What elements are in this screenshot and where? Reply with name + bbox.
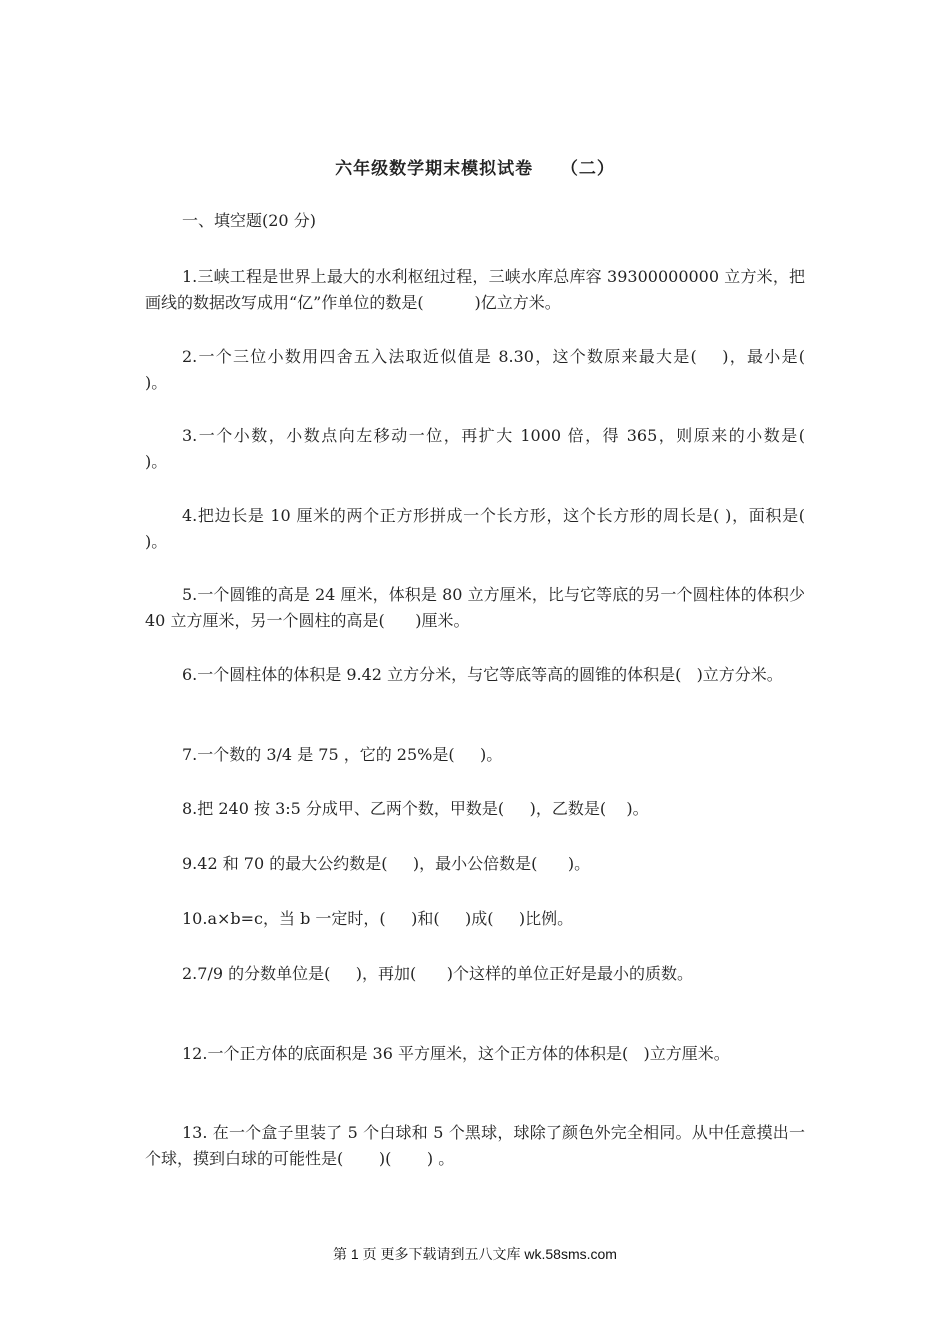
question-13: 13. 在一个盒子里装了 5 个白球和 5 个黑球，球除了颜色外完全相同。从中任意摸出一个球，摸到白球的可能性是( )( ) 。 xyxy=(145,1123,805,1168)
question-11: 2.7/9 的分数单位是( )，再加( )个这样的单位正好是最小的质数。 xyxy=(182,964,694,983)
question-1: 1.三峡工程是世界上最大的水利枢纽过程，三峡水库总库容 39300000000 立方米，把画线的数据改写成用“亿”作单位的数是( )亿立方米。 xyxy=(145,267,805,312)
question-12: 12.一个正方体的底面积是 36 平方厘米，这个正方体的体积是( )立方厘米。 xyxy=(182,1044,730,1063)
question-9: 9.42 和 70 的最大公约数是( )，最小公倍数是( )。 xyxy=(182,854,591,873)
exam-title: 六年级数学期末模拟试卷 （二） xyxy=(335,159,615,179)
question-3: 3.一个小数，小数点向左移动一位，再扩大 1000 倍，得 365，则原来的小数是( )。 xyxy=(145,426,836,471)
question-8: 8.把 240 按 3:5 分成甲、乙两个数，甲数是( )，乙数是( )。 xyxy=(182,799,649,818)
question-2: 2.一个三位小数用四舍五入法取近似值是 8.30，这个数原来最大是( )，最小是( )。 xyxy=(145,347,836,392)
question-7: 7.一个数的 3/4 是 75 ，它的 25%是( )。 xyxy=(182,745,503,764)
question-10: 10.a×b=c，当 b 一定时，( )和( )成( )比例。 xyxy=(182,909,574,928)
section-heading-fill-in-blanks: 一、填空题(20 分) xyxy=(182,211,316,230)
question-5: 5.一个圆锥的高是 24 厘米，体积是 80 立方厘米，比与它等底的另一个圆柱体的体积少 40 立方厘米，另一个圆柱的高是( )厘米。 xyxy=(145,585,811,630)
question-4: 4.把边长是 10 厘米的两个正方形拼成一个长方形，这个长方形的周长是( )，面积是( )。 xyxy=(145,506,836,551)
question-6: 6.一个圆柱体的体积是 9.42 立方分米，与它等底等高的圆锥的体积是( )立方分米。 xyxy=(182,665,783,684)
page-footer: 第 1 页 更多下载请到五八文库 wk.58sms.com xyxy=(333,1246,617,1262)
